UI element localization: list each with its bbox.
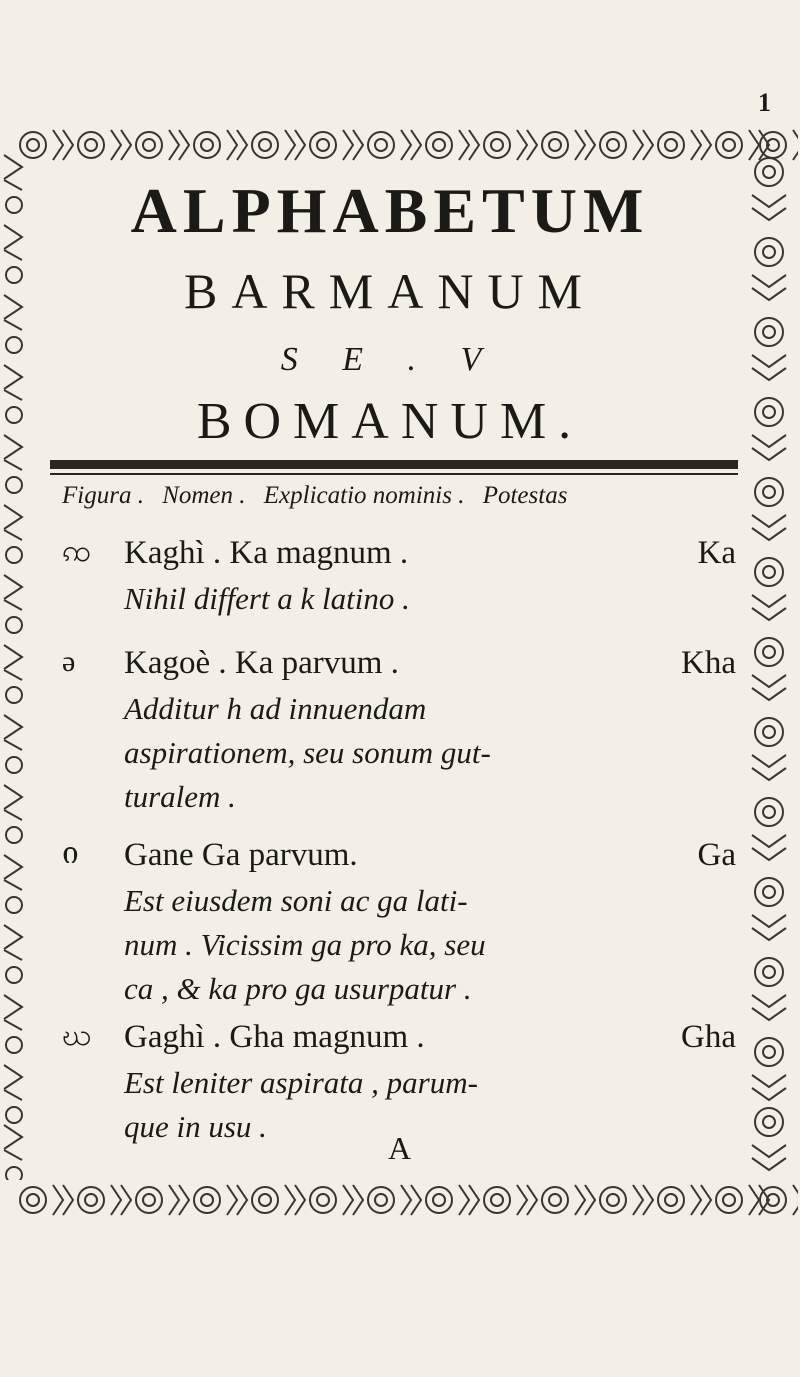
title-line-1: ALPHABETUM [130, 175, 650, 246]
entry-glyph: ဃ [62, 1019, 92, 1052]
entry-glyph: ი [62, 837, 79, 870]
entry-note-line: ca , & ka pro ga usurpatur . [124, 971, 472, 1006]
entry-power: Gha [681, 1019, 736, 1055]
entry-head: Gaghì . Gha magnum . [124, 1019, 425, 1055]
entry-note-line: aspirationem, seu sonum gut- [124, 735, 491, 770]
ornament-border-bottom [8, 1175, 798, 1225]
entry-power: Ka [697, 535, 736, 571]
title-line-2: BARMANUM [183, 263, 597, 319]
entry-head: Kagoè . Ka parvum . [124, 645, 399, 681]
page-number: 1 [758, 88, 771, 117]
signature-mark: A [388, 1130, 412, 1166]
header-figure: Figura . [62, 482, 144, 509]
title-line-3: S E . V [280, 341, 500, 378]
entry-glyph: ꩡ [62, 535, 92, 568]
entry-note-line: Nihil differt a k latino . [124, 581, 410, 616]
ornament-border-top [8, 120, 798, 170]
column-headers [62, 480, 742, 512]
title-rule-thin [50, 473, 738, 475]
entry-note-line: num . Vicissim ga pro ka, seu [124, 927, 486, 962]
entry-kagoe [50, 640, 740, 830]
header-explanation: Explicatio nominis . [263, 482, 465, 509]
entry-note-line: Est leniter aspirata , parum- [124, 1065, 478, 1100]
entry-note-line: Additur h ad innuendam [124, 691, 427, 726]
entry-note-line: que in usu . [124, 1109, 267, 1144]
entry-gane [50, 832, 740, 1022]
entry-note-line: Est eiusdem soni ac ga lati- [124, 883, 468, 918]
entry-glyph: ə [62, 645, 76, 678]
header-name: Nomen . [162, 482, 246, 509]
title-rule-thick [50, 460, 738, 469]
ornament-border-left [0, 150, 28, 1180]
ornament-border-right [744, 150, 794, 1180]
entry-kaghi [50, 530, 740, 630]
entry-head: Kaghì . Ka magnum . [124, 535, 409, 571]
entry-note-line: turalem . [124, 779, 236, 814]
entry-head: Gane Ga parvum. [124, 837, 358, 873]
entry-power: Kha [681, 645, 736, 681]
entry-power: Ga [697, 837, 736, 873]
title-line-4: BOMANUM. [196, 393, 584, 450]
header-power: Potestas [482, 482, 568, 509]
